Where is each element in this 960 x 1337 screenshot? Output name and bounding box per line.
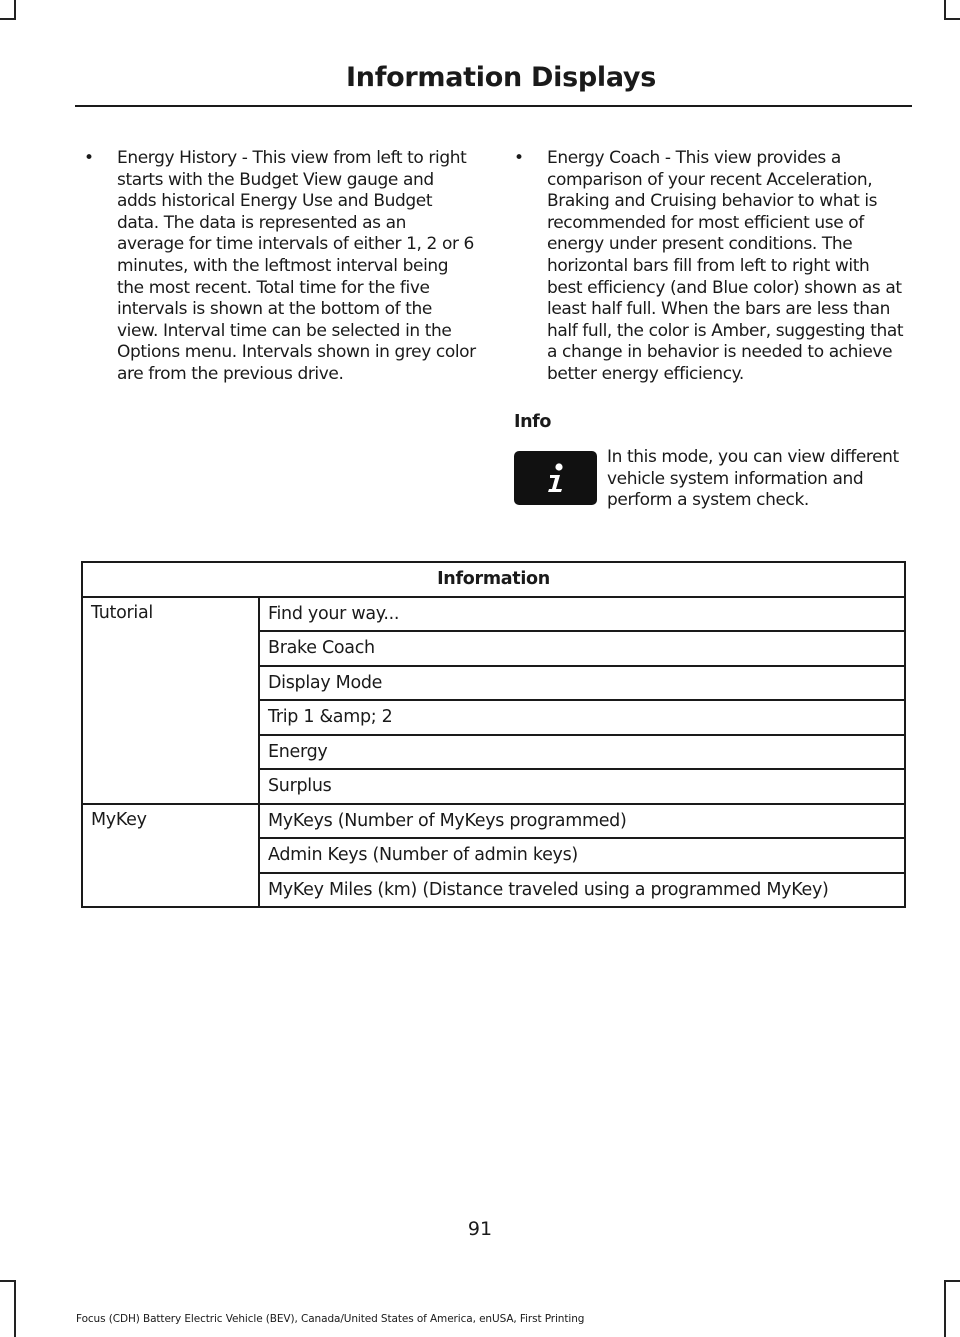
info-icon-glyph: [541, 461, 571, 495]
crop-mark: [944, 1280, 960, 1282]
table-cell: Trip 1 &amp; 2: [259, 700, 905, 735]
right-column: [514, 148, 908, 512]
crop-mark: [14, 0, 16, 20]
table-row: [82, 597, 905, 632]
table-cell: Display Mode: [259, 666, 905, 701]
header-divider: [75, 105, 912, 107]
crop-mark: [944, 18, 960, 20]
table-cell: Energy: [259, 735, 905, 770]
page-title: Information Displays: [346, 62, 656, 93]
energy-history-text: Energy History - This view from left to right starts with the Budget View gauge and adds historical Energy Use and Budget data. The data is represented as an average for time intervals of either 1, 2 or 6 minutes, with the leftmost interval being the most recent. Total time for the five intervals is shown at the bottom of the view. Interval time can be selected in the Options menu. Intervals shown in grey color are from the previous drive.: [117, 148, 476, 384]
table-title: Information: [82, 562, 905, 597]
info-icon: [514, 451, 597, 505]
table-cell: MyKey Miles (km) (Distance traveled using a programmed MyKey): [259, 873, 905, 908]
crop-mark: [0, 1280, 16, 1282]
table-cell: Surplus: [259, 769, 905, 804]
crop-mark: [0, 18, 16, 20]
crop-mark: [944, 1280, 946, 1337]
table-cell: Brake Coach: [259, 631, 905, 666]
category-mykey: MyKey: [82, 804, 259, 908]
left-column: [84, 148, 476, 386]
energy-coach-text: Energy Coach - This view provides a comparison of your recent Acceleration, Braking and Cruising behavior to what is recommended for most efficient use of energy under present conditions. The horizontal bars fill from left to right with best efficiency (and Blue color) shown as at least half full. When the bars are less than half full, the color is Amber, suggesting that a change in behavior is needed to achieve better energy efficiency.: [547, 148, 904, 384]
category-tutorial: Tutorial: [82, 597, 259, 804]
footer-text: Focus (CDH) Battery Electric Vehicle (BEV), Canada/United States of America, enUSA, First Printing: [76, 1313, 585, 1325]
table-cell: MyKeys (Number of MyKeys programmed): [259, 804, 905, 839]
energy-coach-bullet: [514, 148, 908, 386]
bullet-marker: •: [514, 148, 524, 168]
bullet-marker: •: [84, 148, 94, 168]
crop-mark: [944, 0, 946, 20]
table-row: [82, 804, 905, 839]
table-cell: Admin Keys (Number of admin keys): [259, 838, 905, 873]
energy-history-bullet: [84, 148, 476, 386]
page-number: 91: [467, 1218, 493, 1240]
info-block: [514, 447, 908, 512]
information-table: [81, 561, 906, 908]
crop-mark: [14, 1280, 16, 1337]
info-description: In this mode, you can view different vehicle system information and perform a system check.: [607, 447, 899, 511]
info-heading: Info: [514, 411, 552, 432]
table-header-row: [82, 562, 905, 597]
table-cell: Find your way...: [259, 597, 905, 632]
